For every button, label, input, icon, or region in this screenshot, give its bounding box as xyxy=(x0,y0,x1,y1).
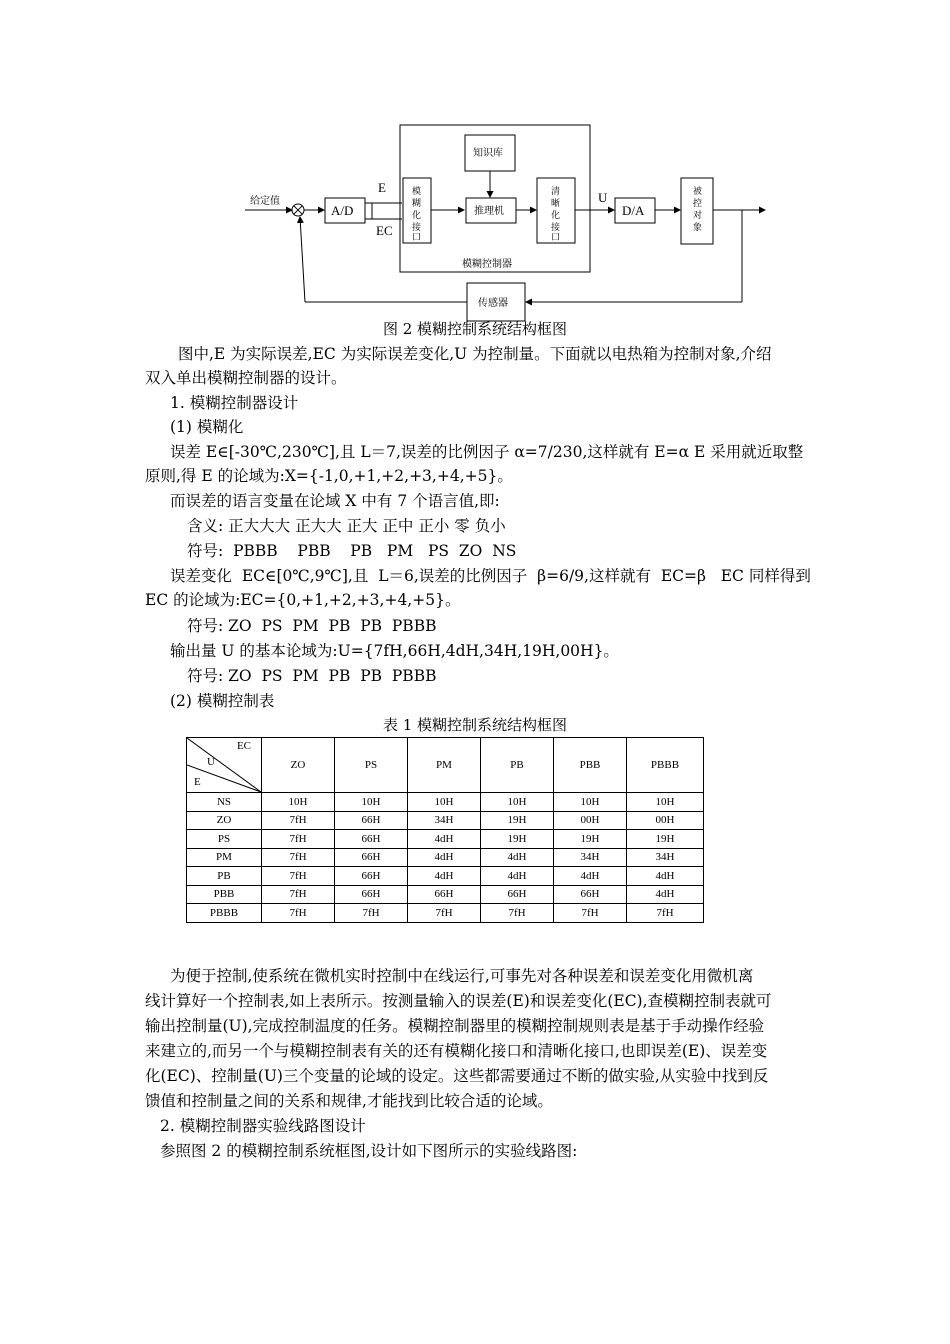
table-cell: 19H xyxy=(627,830,704,849)
body-para-line-5: 化(EC)、控制量(U)三个变量的论域的设定。这些都需要通过不断的做实验,从实验中找到反 xyxy=(145,1067,769,1085)
table-cell: 4dH xyxy=(408,848,481,867)
table-cell: 34H xyxy=(627,848,704,867)
table-cell: 4dH xyxy=(554,867,627,886)
fuzzify-label: 模糊 化接口 xyxy=(412,187,422,243)
table-cell: 7fH xyxy=(627,904,704,923)
symbols-e-line: 符号: PBBB PBB PB PM PS ZO NS xyxy=(187,542,517,560)
table-caption: 表 1 模糊控制系统结构框图 xyxy=(382,716,568,734)
corner-u-label: U xyxy=(207,756,215,768)
fuzzy-control-table xyxy=(186,737,704,923)
u-domain-line: 输出量 U 的基本论域为:U={7fH,66H,4dH,34H,19H,00H}。 xyxy=(170,642,619,660)
ec-para-line-1: 误差变化 EC∈[0℃,9℃],且 L＝6,误差的比例因子 β=6/9,这样就有 EC=β EC 同样得到 xyxy=(170,567,811,585)
ec-label: EC xyxy=(376,223,393,238)
table-cell: 66H xyxy=(335,867,408,886)
table-cell: 7fH xyxy=(408,904,481,923)
row-label: PM xyxy=(187,848,262,867)
controller-label: 模糊控制器 xyxy=(462,259,512,270)
column-header: PB xyxy=(481,738,554,793)
table-cell: 7fH xyxy=(481,904,554,923)
column-header: PM xyxy=(408,738,481,793)
column-header: PBB xyxy=(554,738,627,793)
table-cell: 4dH xyxy=(481,867,554,886)
table-cell: 4dH xyxy=(408,830,481,849)
ad-label: A/D xyxy=(331,203,354,218)
ec-para-line-2: EC 的论域为:EC={0,+1,+2,+3,+4,+5}。 xyxy=(145,591,461,609)
symbols-ec-line: 符号: ZO PS PM PB PB PBBB xyxy=(187,617,437,635)
error-para-line-2: 原则,得 E 的论域为:X={-1,0,+1,+2,+3,+4,+5}。 xyxy=(145,467,513,485)
section-2-text: 参照图 2 的模糊控制系统框图,设计如下图所示的实验线路图: xyxy=(160,1142,578,1160)
table-cell: 19H xyxy=(481,811,554,830)
table-cell: 66H xyxy=(481,885,554,904)
table-cell: 10H xyxy=(627,793,704,812)
table-cell: 4dH xyxy=(481,848,554,867)
table-row xyxy=(187,793,704,812)
table-row xyxy=(187,848,704,867)
table-corner-cell xyxy=(187,738,262,793)
table-cell: 7fH xyxy=(262,904,335,923)
table-cell: 10H xyxy=(554,793,627,812)
table-cell: 4dH xyxy=(627,867,704,886)
table-cell: 66H xyxy=(335,830,408,849)
table-row xyxy=(187,811,704,830)
row-label: ZO xyxy=(187,811,262,830)
e-label: E xyxy=(378,180,386,195)
sensor-label: 传感器 xyxy=(478,298,508,309)
plant-label: 被控 对象 xyxy=(693,187,703,233)
subsection-fuzzify-title: (1) 模糊化 xyxy=(170,418,244,436)
table-cell: 00H xyxy=(554,811,627,830)
figure-caption: 图 2 模糊控制系统结构框图 xyxy=(382,320,568,338)
da-label: D/A xyxy=(622,203,645,218)
table-cell: 66H xyxy=(554,885,627,904)
meaning-line: 含义: 正大大大 正大大 正大 正中 正小 零 负小 xyxy=(187,517,506,535)
table-row xyxy=(187,885,704,904)
table-cell: 7fH xyxy=(262,885,335,904)
section-1-title: 1. 模糊控制器设计 xyxy=(170,394,299,412)
intro-line-2: 双入单出模糊控制器的设计。 xyxy=(145,369,347,387)
body-para-line-3: 输出控制量(U),完成控制温度的任务。模糊控制器里的模糊控制规则表是基于手动操作经验 xyxy=(145,1017,765,1035)
row-label: PS xyxy=(187,830,262,849)
defuzzify-label: 清晰 化接口 xyxy=(551,187,561,243)
table-cell: 10H xyxy=(408,793,481,812)
table-cell: 7fH xyxy=(262,867,335,886)
setpoint-label: 给定值 xyxy=(250,196,280,207)
knowledge-label: 知识库 xyxy=(473,148,503,159)
column-header: PBBB xyxy=(627,738,704,793)
column-header: PS xyxy=(335,738,408,793)
table-cell: 7fH xyxy=(554,904,627,923)
intro-line-1: 图中,E 为实际误差,EC 为实际误差变化,U 为控制量。下面就以电热箱为控制对象,介绍 xyxy=(178,345,772,363)
lang-intro: 而误差的语言变量在论域 X 中有 7 个语言值,即: xyxy=(170,492,500,510)
body-para-line-2: 线计算好一个控制表,如上表所示。按测量输入的误差(E)和误差变化(EC),查模糊控制表就可 xyxy=(145,992,772,1010)
column-header: ZO xyxy=(262,738,335,793)
table-cell: 7fH xyxy=(335,904,408,923)
row-label: NS xyxy=(187,793,262,812)
table-cell: 19H xyxy=(554,830,627,849)
table-cell: 10H xyxy=(481,793,554,812)
inference-label: 推理机 xyxy=(474,206,504,217)
row-label: PBB xyxy=(187,885,262,904)
table-cell: 10H xyxy=(335,793,408,812)
table-cell: 66H xyxy=(408,885,481,904)
subsection-table-title: (2) 模糊控制表 xyxy=(170,692,275,710)
table-row xyxy=(187,867,704,886)
corner-e-label: E xyxy=(194,776,201,788)
table-cell: 66H xyxy=(335,885,408,904)
body-para-line-1: 为便于控制,使系统在微机实时控制中在线运行,可事先对各种误差和误差变化用微机离 xyxy=(170,967,754,985)
table-row xyxy=(187,904,704,923)
row-label: PBBB xyxy=(187,904,262,923)
table-cell: 4dH xyxy=(408,867,481,886)
table-cell: 66H xyxy=(335,848,408,867)
table-cell: 7fH xyxy=(262,848,335,867)
table-cell: 19H xyxy=(481,830,554,849)
table-cell: 34H xyxy=(408,811,481,830)
fuzzy-control-block-diagram xyxy=(230,118,790,328)
corner-ec-label: EC xyxy=(236,740,251,752)
table-cell: 7fH xyxy=(262,830,335,849)
table-cell: 4dH xyxy=(627,885,704,904)
table-cell: 7fH xyxy=(262,811,335,830)
u-label: U xyxy=(598,190,608,205)
body-para-line-4: 来建立的,而另一个与模糊控制表有关的还有模糊化接口和清晰化接口,也即误差(E)、误差变 xyxy=(145,1042,768,1060)
table-cell: 10H xyxy=(262,793,335,812)
body-para-line-6: 馈值和控制量之间的关系和规律,才能找到比较合适的论域。 xyxy=(145,1092,553,1110)
error-para-line-1: 误差 E∈[-30℃,230℃],且 L＝7,误差的比例因子 α=7/230,这样就有 E=α E 采用就近取整 xyxy=(170,443,804,461)
table-header-row xyxy=(187,738,704,793)
row-label: PB xyxy=(187,867,262,886)
symbols-u-line: 符号: ZO PS PM PB PB PBBB xyxy=(187,667,437,685)
table-row xyxy=(187,830,704,849)
table-cell: 00H xyxy=(627,811,704,830)
table-cell: 66H xyxy=(335,811,408,830)
section-2-title: 2. 模糊控制器实验线路图设计 xyxy=(160,1117,366,1135)
table-cell: 34H xyxy=(554,848,627,867)
